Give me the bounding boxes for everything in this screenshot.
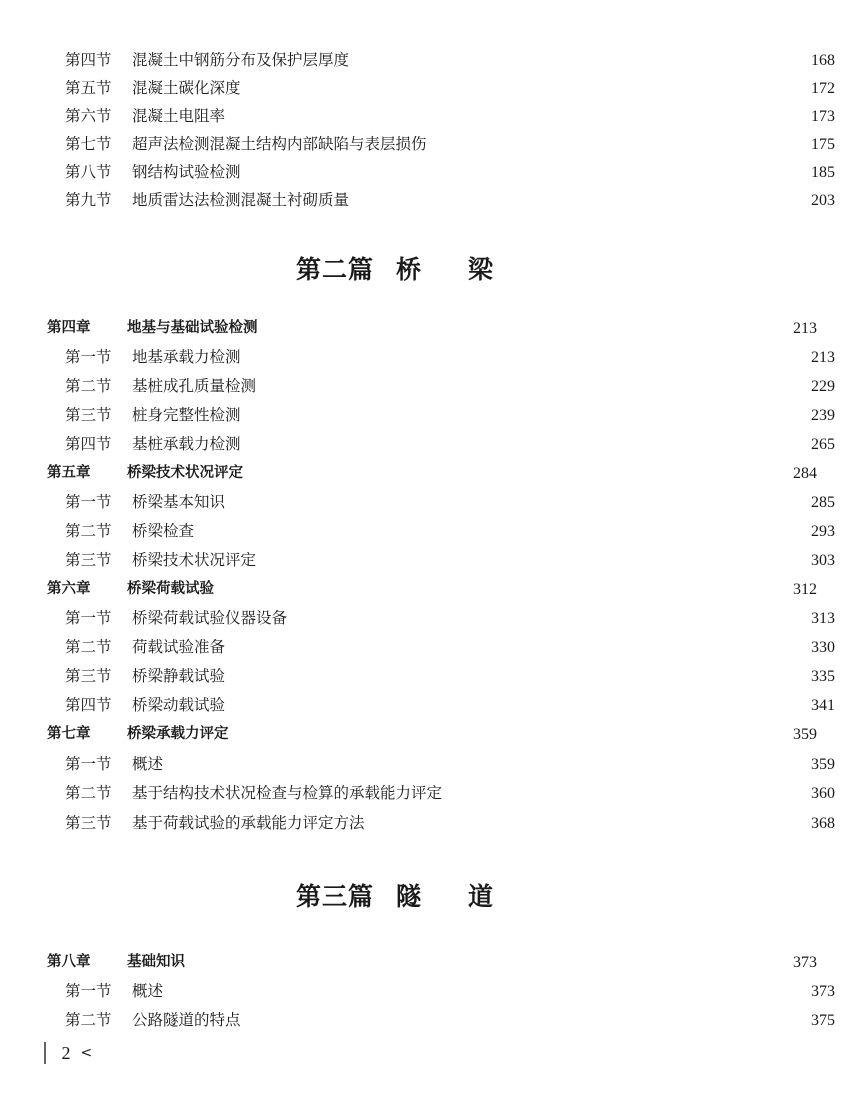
- chapter-title: 桥梁技术状况评定: [127, 465, 243, 481]
- section-number: 第六节: [65, 107, 112, 125]
- page-number: 313: [811, 610, 835, 627]
- dot-leader: [260, 314, 790, 343]
- page-number: 293: [811, 523, 835, 540]
- dot-leader: [227, 488, 807, 517]
- part-number: 第二篇: [295, 255, 374, 284]
- page-number: 341: [811, 697, 835, 714]
- page-number: 284: [793, 465, 817, 482]
- page-number: 312: [793, 581, 817, 598]
- page-number: 285: [811, 494, 835, 511]
- dot-leader: [243, 74, 807, 103]
- section-number: 第四节: [65, 435, 112, 453]
- section-number: 第一节: [65, 755, 112, 773]
- part-name-char: 道: [468, 882, 495, 911]
- section-number: 第二节: [65, 522, 112, 540]
- dot-leader: [243, 430, 807, 459]
- toc-section-row[interactable]: [0, 750, 855, 779]
- section-title: 桥梁检查: [132, 522, 195, 540]
- section-number: 第一节: [65, 982, 112, 1000]
- section-title: 概述: [132, 982, 164, 1000]
- section-number: 第二节: [65, 377, 112, 395]
- page-number: 360: [811, 785, 835, 802]
- page-number: 359: [811, 756, 835, 773]
- page-number: 239: [811, 407, 835, 424]
- chapter-title: 基础知识: [127, 954, 185, 970]
- section-number: 第一节: [65, 493, 112, 511]
- page-number: 213: [811, 349, 835, 366]
- page-number: 303: [811, 552, 835, 569]
- page-number: 175: [811, 136, 835, 153]
- part-heading: [0, 877, 790, 913]
- dot-leader: [258, 372, 807, 401]
- section-number: 第八节: [65, 163, 112, 181]
- section-title: 荷载试验准备: [132, 638, 226, 656]
- section-title: 混凝土碳化深度: [132, 79, 241, 97]
- toc-chapter-row[interactable]: [0, 720, 837, 749]
- section-title: 基桩成孔质量检测: [132, 377, 257, 395]
- toc-section-row[interactable]: [0, 546, 855, 575]
- section-number: 第三节: [65, 406, 112, 424]
- section-number: 第二节: [65, 784, 112, 802]
- chapter-number: 第六章: [47, 581, 91, 597]
- toc-section-row[interactable]: [0, 633, 855, 662]
- dot-leader: [258, 546, 807, 575]
- dot-leader: [216, 575, 789, 604]
- section-title: 桥梁荷载试验仪器设备: [132, 609, 288, 627]
- page-number: 368: [811, 815, 835, 832]
- page-number: 185: [811, 164, 835, 181]
- chapter-number: 第五章: [47, 465, 91, 481]
- part-number: 第三篇: [295, 882, 374, 911]
- dot-leader: [243, 343, 807, 372]
- section-title: 混凝土中钢筋分布及保护层厚度: [132, 51, 350, 69]
- section-title: 地基承载力检测: [132, 348, 241, 366]
- page-number: 373: [793, 954, 817, 971]
- section-title: 桥梁动载试验: [132, 696, 226, 714]
- section-title: 概述: [132, 755, 164, 773]
- chapter-title: 桥梁承载力评定: [127, 726, 229, 742]
- part-name-char: 隧: [395, 882, 422, 911]
- section-number: 第三节: [65, 814, 112, 832]
- dot-leader: [243, 158, 807, 187]
- page-number: 359: [793, 726, 817, 743]
- part-heading: [0, 250, 790, 286]
- section-title: 桥梁技术状况评定: [132, 551, 257, 569]
- toc-section-row[interactable]: [0, 1006, 855, 1035]
- section-title: 桩身完整性检测: [132, 406, 241, 424]
- section-title: 桥梁基本知识: [132, 493, 226, 511]
- part-name-char: 梁: [468, 255, 495, 284]
- section-title: 公路隧道的特点: [132, 1011, 241, 1029]
- footer-page-number: 2: [61, 1042, 71, 1063]
- page-number: 203: [811, 192, 835, 209]
- section-title: 桥梁静载试验: [132, 667, 226, 685]
- toc-section-row[interactable]: [0, 130, 855, 159]
- dot-leader: [227, 102, 807, 131]
- section-number: 第一节: [65, 348, 112, 366]
- toc-section-row[interactable]: [0, 158, 855, 187]
- toc-section-row[interactable]: [0, 343, 855, 372]
- dot-leader: [227, 691, 807, 720]
- section-number: 第四节: [65, 51, 112, 69]
- toc-section-row[interactable]: [0, 488, 855, 517]
- section-number: 第二节: [65, 1011, 112, 1029]
- dot-leader: [245, 459, 789, 488]
- dot-leader: [196, 517, 807, 546]
- dot-leader: [351, 46, 807, 75]
- dot-leader: [243, 401, 807, 430]
- toc-chapter-row[interactable]: [0, 948, 837, 977]
- chapter-title: 桥梁荷载试验: [127, 581, 214, 597]
- chapter-number: 第四章: [47, 320, 91, 336]
- page-number: 335: [811, 668, 835, 685]
- toc-section-row[interactable]: [0, 977, 855, 1006]
- section-title: 混凝土电阻率: [132, 107, 226, 125]
- section-number: 第一节: [65, 609, 112, 627]
- dot-leader: [289, 604, 807, 633]
- section-title: 基于荷载试验的承载能力评定方法: [132, 814, 365, 832]
- toc-section-row[interactable]: [0, 74, 855, 103]
- section-number: 第二节: [65, 638, 112, 656]
- page-number: 213: [793, 320, 817, 337]
- toc-section-row[interactable]: [0, 46, 855, 75]
- toc-section-row[interactable]: [0, 102, 855, 131]
- toc-section-row[interactable]: [0, 691, 855, 720]
- page-number: 373: [811, 983, 835, 1000]
- toc-chapter-row[interactable]: [0, 459, 837, 488]
- dot-leader: [231, 720, 790, 749]
- page-footer: [44, 1040, 92, 1066]
- dot-leader: [165, 750, 807, 779]
- section-number: 第三节: [65, 551, 112, 569]
- page-number: 229: [811, 378, 835, 395]
- toc-chapter-row[interactable]: [0, 314, 837, 343]
- section-number: 第九节: [65, 191, 112, 209]
- toc-section-row[interactable]: [0, 186, 855, 215]
- section-title: 钢结构试验检测: [132, 163, 241, 181]
- section-number: 第四节: [65, 696, 112, 714]
- dot-leader: [165, 977, 807, 1006]
- page-number: 265: [811, 436, 835, 453]
- section-number: 第五节: [65, 79, 112, 97]
- toc-chapter-row[interactable]: [0, 575, 837, 604]
- chapter-number: 第七章: [47, 726, 91, 742]
- section-title: 超声法检测混凝土结构内部缺陷与表层损伤: [132, 135, 427, 153]
- page-number: 172: [811, 80, 835, 97]
- chapter-title: 地基与基础试验检测: [127, 320, 258, 336]
- chevron-left-icon: <: [80, 1045, 93, 1061]
- toc-section-row[interactable]: [0, 401, 855, 430]
- toc-section-row[interactable]: [0, 372, 855, 401]
- dot-leader: [187, 948, 789, 977]
- section-number: 第三节: [65, 667, 112, 685]
- section-title: 基于结构技术状况检查与检算的承载能力评定: [132, 784, 443, 802]
- dot-leader: [444, 779, 807, 808]
- toc-section-row[interactable]: [0, 604, 855, 633]
- dot-leader: [227, 662, 807, 691]
- dot-leader: [351, 186, 807, 215]
- page-number: 330: [811, 639, 835, 656]
- page-number: 375: [811, 1012, 835, 1029]
- section-number: 第七节: [65, 135, 112, 153]
- page-number: 173: [811, 108, 835, 125]
- toc-section-row[interactable]: [0, 662, 855, 691]
- toc-section-row[interactable]: [0, 517, 855, 546]
- dot-leader: [367, 809, 807, 838]
- dot-leader: [243, 1006, 807, 1035]
- toc-section-row[interactable]: [0, 809, 855, 838]
- footer-divider: [44, 1042, 46, 1064]
- toc-section-row[interactable]: [0, 779, 855, 808]
- page-number: 168: [811, 52, 835, 69]
- section-title: 地质雷达法检测混凝土衬砌质量: [132, 191, 350, 209]
- section-title: 基桩承载力检测: [132, 435, 241, 453]
- dot-leader: [429, 130, 807, 159]
- chapter-number: 第八章: [47, 954, 91, 970]
- dot-leader: [227, 633, 807, 662]
- toc-section-row[interactable]: [0, 430, 855, 459]
- part-name-char: 桥: [395, 255, 422, 284]
